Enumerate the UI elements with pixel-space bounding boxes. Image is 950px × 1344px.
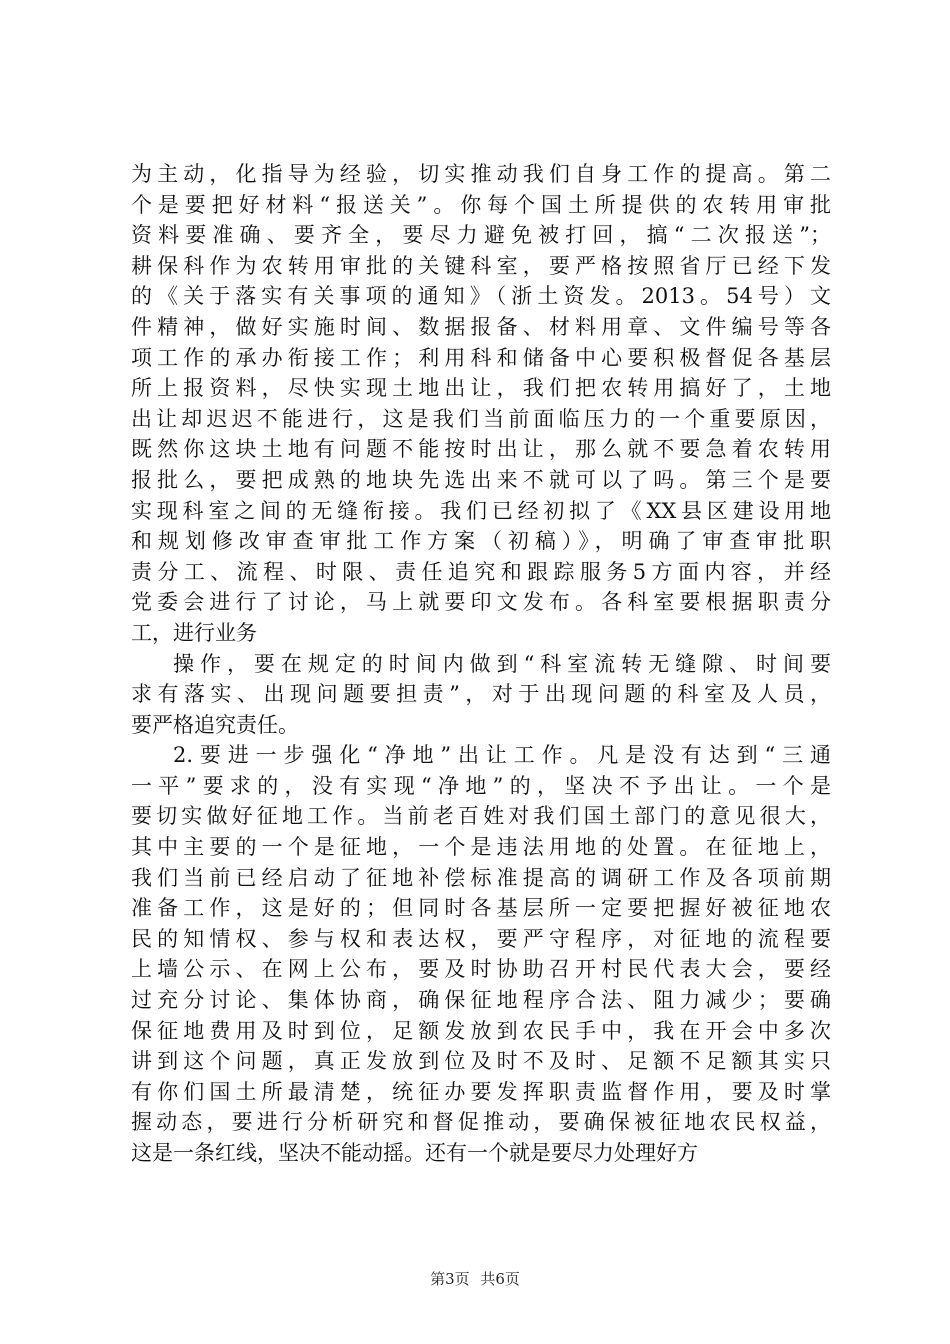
text-line: 讲到这个问题，真正发放到位及时不及时、足额不足额其实只 <box>131 1049 831 1074</box>
text-line: 资料要准确、要齐全，要尽力避免被打回，搞“二次报送”； <box>131 223 831 248</box>
text-line: 有你们国土所最清楚，统征办要发挥职责监督作用，要及时掌 <box>131 1079 831 1104</box>
text-line: 为主动，化指导为经验，切实推动我们自身工作的提高。第二 <box>131 162 831 186</box>
paragraph <box>131 159 831 649</box>
text-line: 这是一条红线，坚决不能动摇。还有一个就是要尽力处理好方 <box>131 1141 698 1165</box>
text-line: 过充分讨论、集体协商，确保征地程序合法、阻力减少；要确 <box>131 988 831 1013</box>
text-line: 所上报资料，尽快实现土地出让，我们把农转用搞好了，土地 <box>131 376 831 401</box>
text-line: 工，进行业务 <box>131 620 257 645</box>
text-line: 操作，要在规定的时间内做到“科室流转无缝隙、时间要 <box>173 651 831 676</box>
paragraph <box>131 649 831 741</box>
page-total: 共6页 <box>480 1270 520 1288</box>
text-line: 要严格追究责任。 <box>131 712 299 737</box>
text-line: 项工作的承办衔接工作；利用科和储备中心要积极督促各基层 <box>131 345 831 370</box>
text-line: 出让却迟迟不能进行，这是我们当前面临压力的一个重要原因， <box>131 406 831 431</box>
text-line: 民的知情权、参与权和表达权，要严守程序，对征地的流程要 <box>131 926 831 951</box>
text-line: 握动态，要进行分析研究和督促推动，要确保被征地农民权益， <box>131 1110 831 1135</box>
page-number: 第3页 <box>430 1270 470 1288</box>
text-line: 党委会进行了讨论，马上就要印文发布。各科室要根据职责分 <box>131 590 831 615</box>
text-line: 2.要进一步强化“净地”出让工作。凡是没有达到“三通 <box>173 743 831 768</box>
text-line: 既然你这块土地有问题不能按时出让，那么就不要急着农转用 <box>131 437 831 462</box>
text-line: 件精神，做好实施时间、数据报备、材料用章、文件编号等各 <box>131 314 831 339</box>
document-body <box>131 159 831 1169</box>
text-line: 的《关于落实有关事项的通知》（浙土资发。2013。54号）文 <box>131 284 831 309</box>
text-line: 一平”要求的，没有实现“净地”的，坚决不予出让。一个是 <box>131 773 831 798</box>
text-line: 要切实做好征地工作。当前老百姓对我们国土部门的意见很大， <box>131 804 831 829</box>
text-line: 求有落实、出现问题要担责”，对于出现问题的科室及人员， <box>131 682 831 707</box>
text-line: 实现科室之间的无缝衔接。我们已经初拟了《XX县区建设用地 <box>131 498 831 523</box>
text-line: 责分工、流程、时限、责任追究和跟踪服务5方面内容，并经 <box>131 559 831 584</box>
text-line: 个是要把好材料“报送关”。你每个国土所提供的农转用审批 <box>131 192 831 217</box>
text-line: 保征地费用及时到位，足额发放到农民手中，我在开会中多次 <box>131 1018 831 1043</box>
text-line: 其中主要的一个是征地，一个是违法用地的处置。在征地上， <box>131 835 831 860</box>
text-line: 和规划修改审查审批工作方案（初稿）》，明确了审查审批职 <box>131 529 831 554</box>
paragraph <box>131 740 831 1168</box>
text-line: 我们当前已经启动了征地补偿标准提高的调研工作及各项前期 <box>131 865 831 890</box>
text-line: 上墙公示、在网上公布，要及时协助召开村民代表大会，要经 <box>131 957 831 982</box>
page-footer <box>0 1268 950 1289</box>
text-line: 报批么，要把成熟的地块先选出来不就可以了吗。第三个是要 <box>131 467 831 492</box>
text-line: 耕保科作为农转用审批的关键科室，要严格按照省厅已经下发 <box>131 253 831 278</box>
text-line: 准备工作，这是好的；但同时各基层所一定要把握好被征地农 <box>131 896 831 921</box>
